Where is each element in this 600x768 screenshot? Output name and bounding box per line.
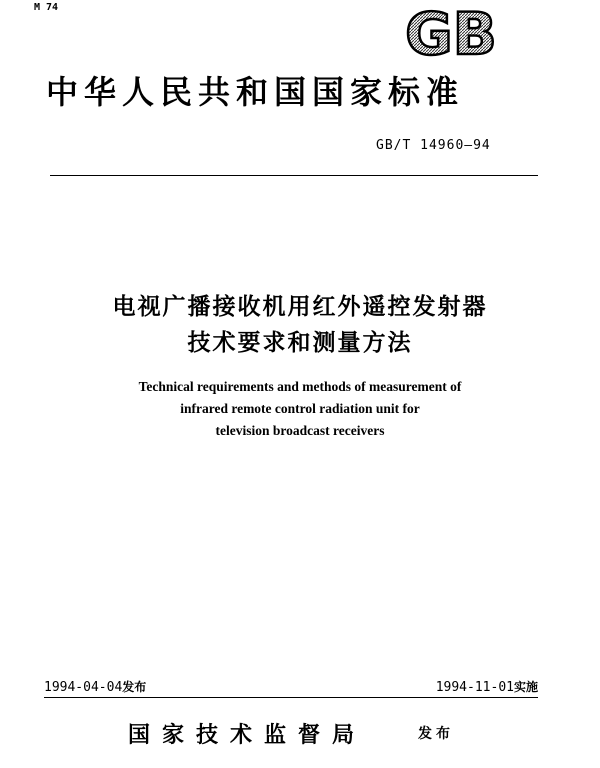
issue-date [44,678,146,695]
gb-logo-text: GB [405,4,497,60]
title-english-line1: Technical requirements and methods of measurement of [138,379,462,394]
issuing-action: 发布 [418,726,454,742]
standard-number: GB/T 14960—94 [376,138,491,153]
header-divider [50,175,538,176]
gb-logo [396,4,506,60]
title-english-line3: television broadcast receivers [215,423,385,438]
effective-date [436,678,538,695]
issuing-authority: 国家技术监督局 [128,722,367,748]
issue-date-value: 1994-04-04 [44,680,123,695]
issue-date-label: 发布 [122,680,147,694]
effective-date-label: 实施 [513,680,538,694]
document-code: M 74 [34,2,59,13]
effective-date-value: 1994-11-01 [435,680,514,695]
footer-divider [44,697,538,698]
standard-title: 中华人民共和国国家标准 [46,73,465,111]
title-english-line2: infrared remote control radiation unit for [180,401,420,416]
title-chinese-line2: 技术要求和测量方法 [187,330,413,356]
title-chinese-line1: 电视广播接收机用红外遥控发射器 [112,294,488,320]
